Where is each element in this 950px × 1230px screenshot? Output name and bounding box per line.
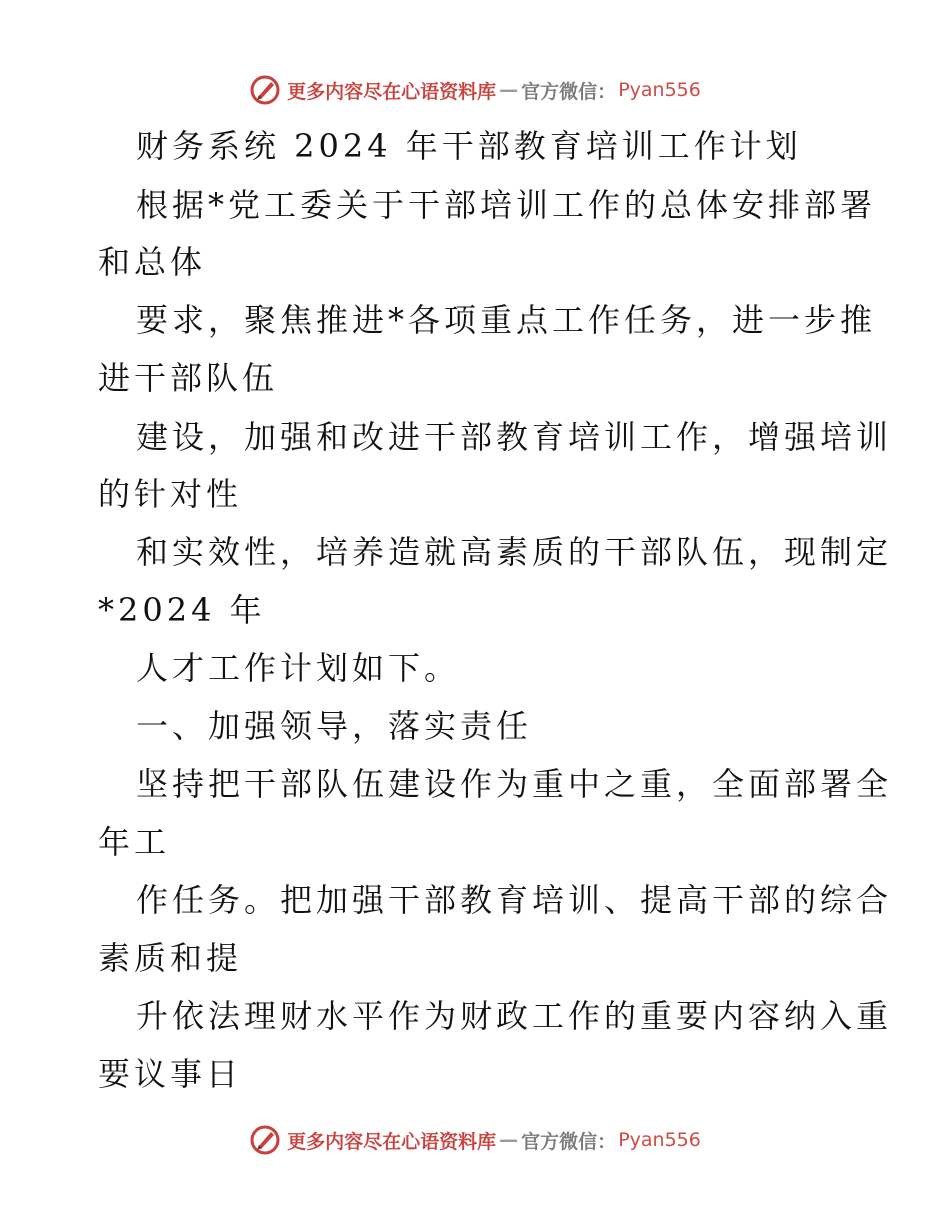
paragraph-line: 建设，加强和改进干部教育培训工作，增强培训 xyxy=(136,418,893,456)
paragraph-line: 和实效性，培养造就高素质的干部队伍，现制定 xyxy=(136,533,893,571)
paragraph-line: 作任务。把加强干部教育培训、提高干部的综合 xyxy=(136,881,893,919)
paragraph-line: 根据*党工委关于干部培训工作的总体安排部署 xyxy=(136,186,877,224)
paragraph-line: 年工 xyxy=(98,823,171,861)
quill-in-circle-icon xyxy=(249,74,281,106)
watermark-brand: 更多内容尽在心语资料库 xyxy=(287,80,497,103)
header-watermark xyxy=(0,70,950,110)
watermark-wechat-id: Pyan556 xyxy=(618,79,701,101)
quill-in-circle-icon xyxy=(249,1124,281,1156)
watermark-separator: — xyxy=(499,79,519,101)
watermark-brand: 更多内容尽在心语资料库 xyxy=(287,1130,497,1153)
paragraph-line: 升依法理财水平作为财政工作的重要内容纳入重 xyxy=(136,997,893,1035)
paragraph-line: 要求，聚焦推进*各项重点工作任务，进一步推 xyxy=(136,301,877,339)
watermark-wechat-id: Pyan556 xyxy=(618,1129,701,1151)
paragraph-line: 素质和提 xyxy=(98,939,243,977)
paragraph-line: 坚持把干部队伍建设作为重中之重，全面部署全 xyxy=(136,765,893,803)
paragraph-line: 的针对性 xyxy=(98,475,243,513)
paragraph-line: 和总体 xyxy=(98,243,207,281)
footer-watermark xyxy=(0,1120,950,1160)
paragraph-line: 人才工作计划如下。 xyxy=(136,649,461,687)
document-title: 财务系统 2024 年干部教育培训工作计划 xyxy=(136,127,802,165)
watermark-label: 官方微信： xyxy=(521,1130,617,1153)
watermark-label: 官方微信： xyxy=(521,80,617,103)
watermark-separator: — xyxy=(499,1129,519,1151)
section-heading: 一、加强领导，落实责任 xyxy=(136,707,533,745)
paragraph-line: 进干部队伍 xyxy=(98,359,279,397)
paragraph-line: *2024 年 xyxy=(98,591,266,629)
paragraph-line: 要议事日 xyxy=(98,1055,243,1093)
